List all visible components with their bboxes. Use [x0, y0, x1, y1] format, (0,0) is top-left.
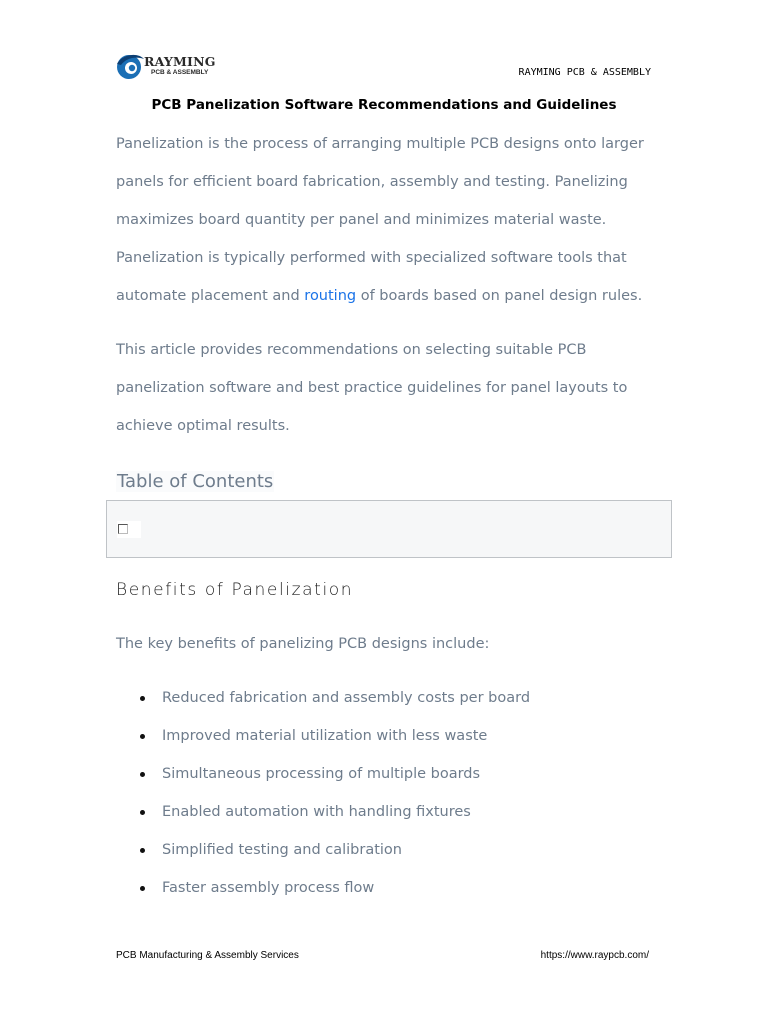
intro-line: panels for efficient board fabrication, assembly and testing. Panelizing: [116, 174, 628, 190]
running-head: RAYMING PCB & ASSEMBLY: [518, 67, 651, 78]
bullet-icon: [140, 810, 145, 815]
article-line: panelization software and best practice guidelines for panel layouts to: [116, 380, 628, 396]
list-item-text: Simplified testing and calibration: [162, 842, 402, 858]
intro-paragraph: [116, 134, 661, 324]
list-item: [116, 726, 661, 764]
intro-line-last: [116, 286, 661, 324]
bullet-icon: [140, 696, 145, 701]
routing-link[interactable]: routing: [304, 288, 357, 304]
toc-toggle[interactable]: [117, 521, 141, 538]
logo-subtitle: PCB & ASSEMBLY: [151, 69, 209, 76]
logo-title: RAYMING: [144, 54, 216, 69]
list-item: [116, 688, 661, 726]
list-item-text: Simultaneous processing of multiple boards: [162, 766, 481, 782]
list-item: [116, 802, 661, 840]
benefits-list: [116, 688, 661, 916]
list-item: [116, 840, 661, 878]
rayming-logo: [114, 50, 224, 82]
intro-line: Panelization is typically performed with specialized software tools that: [116, 250, 627, 266]
footer-left: PCB Manufacturing & Assembly Services: [116, 950, 299, 961]
article-line: This article provides recommendations on selecting suitable PCB: [116, 342, 587, 358]
list-item-text: Improved material utilization with less waste: [162, 728, 488, 744]
article-line: achieve optimal results.: [116, 418, 290, 434]
intro-line: maximizes board quantity per panel and minimizes material waste.: [116, 212, 607, 228]
list-item-text: Reduced fabrication and assembly costs per board: [162, 690, 531, 706]
list-item: [116, 878, 661, 916]
document-title: PCB Panelization Software Recommendations and Guidelines: [151, 97, 617, 113]
list-item: [116, 764, 661, 802]
footer-url-link[interactable]: https://www.raypcb.com/: [540, 950, 649, 961]
checkbox-icon: [118, 524, 128, 534]
bullet-icon: [140, 734, 145, 739]
article-paragraph: [116, 340, 661, 454]
toc-box: [106, 500, 672, 558]
bullet-icon: [140, 886, 145, 891]
intro-line: Panelization is the process of arranging multiple PCB designs onto larger: [116, 136, 644, 152]
list-item-text: Faster assembly process flow: [162, 880, 375, 896]
bullet-icon: [140, 772, 145, 777]
section-intro-line: The key benefits of panelizing PCB designs include:: [116, 636, 490, 652]
list-item-text: Enabled automation with handling fixtures: [162, 804, 471, 820]
toc-title: Table of Contents: [117, 471, 274, 492]
section-intro: [116, 634, 661, 672]
bullet-icon: [140, 848, 145, 853]
intro-text-after-link: of boards based on panel design rules.: [356, 288, 643, 304]
section-heading: Benefits of Panelization: [116, 580, 354, 600]
intro-text-before-link: automate placement and: [116, 288, 305, 304]
logo-swirl-icon: [114, 50, 146, 82]
